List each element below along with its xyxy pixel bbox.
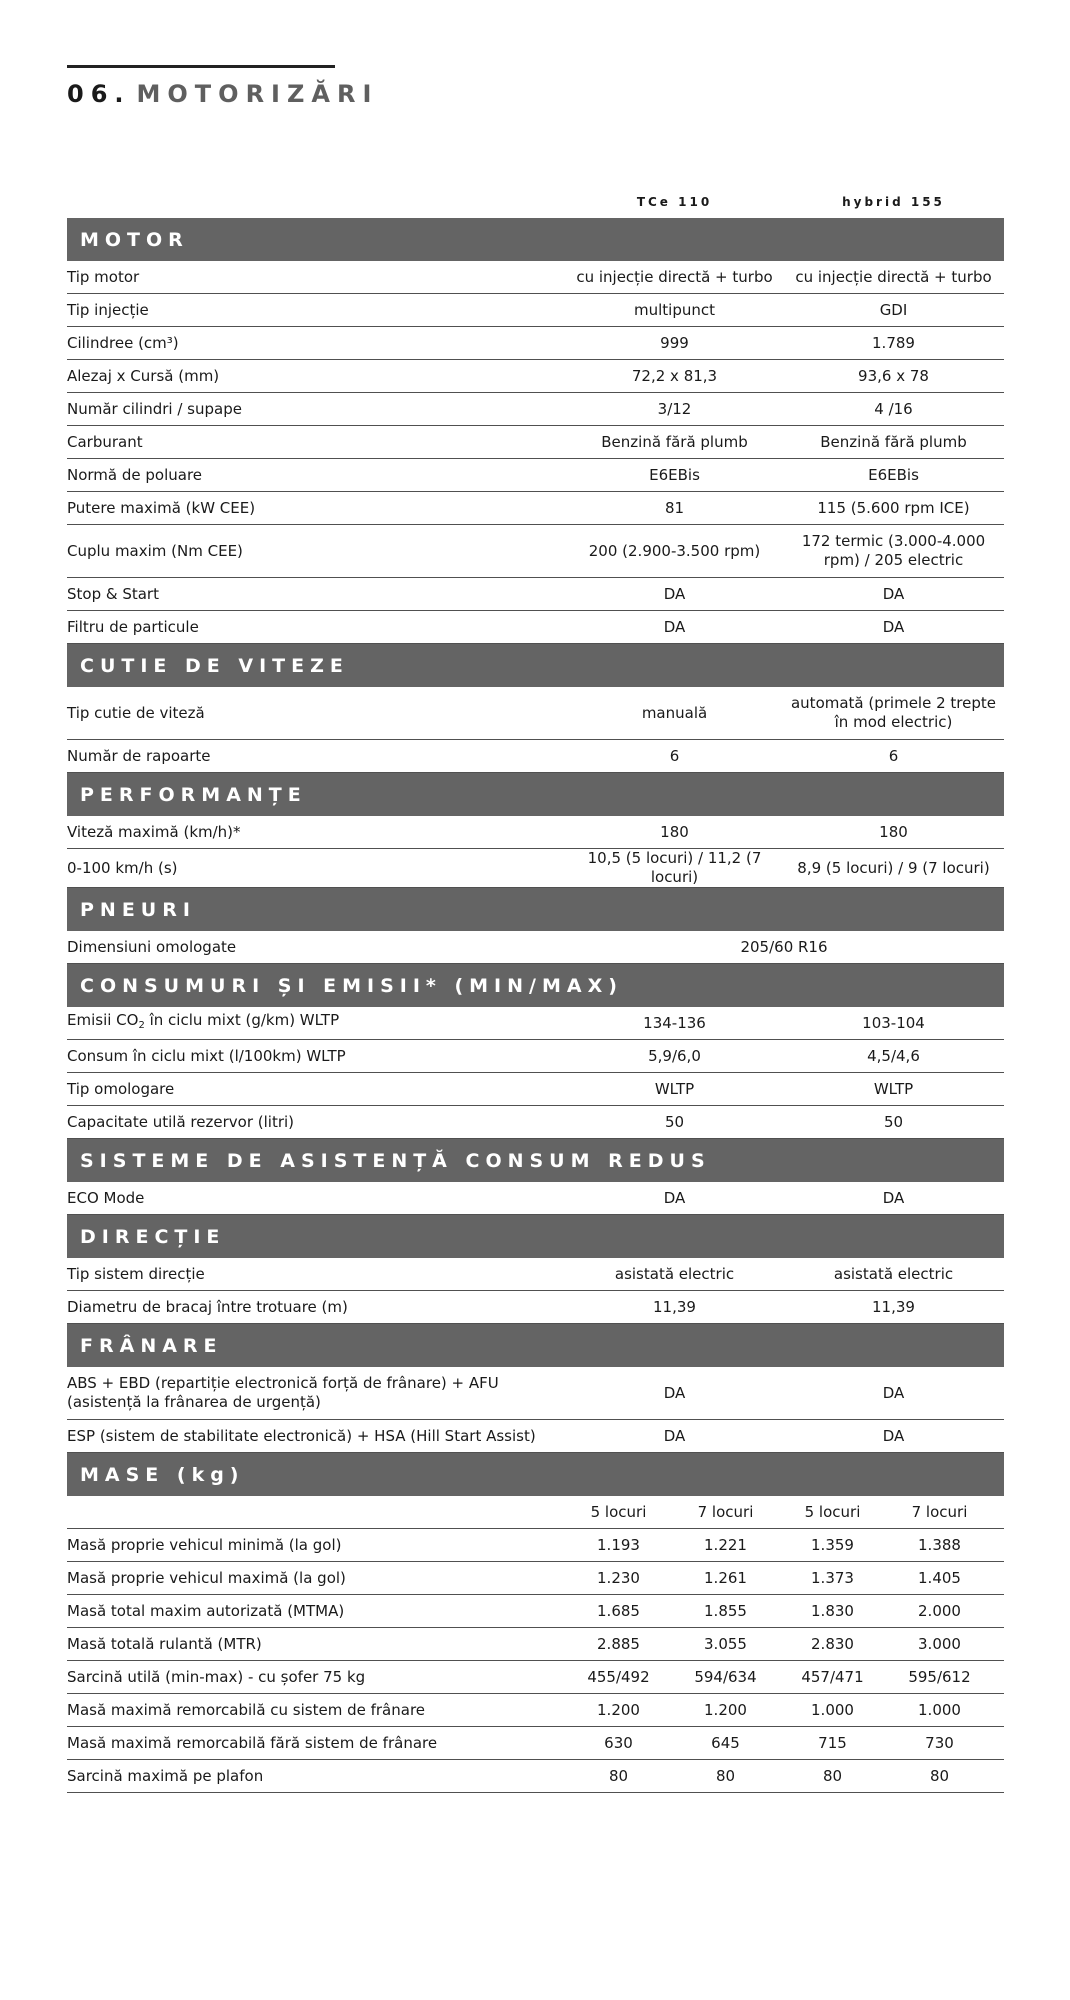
row-label: Cuplu maxim (Nm CEE): [67, 541, 243, 560]
row-value: 1.855: [704, 1601, 747, 1620]
row-value-hybrid155: 4 /16: [874, 399, 913, 418]
row-label: Alezaj x Cursă (mm): [67, 366, 220, 385]
row-value-tce110: asistată electric: [614, 1264, 735, 1283]
table-row: [67, 1291, 1004, 1324]
row-label: Masă total maxim autorizată (MTMA): [67, 1601, 345, 1620]
section-consumption: CONSUMURI ȘI EMISII* (MIN/MAX): [67, 964, 1004, 1007]
row-value: 1.405: [918, 1568, 961, 1587]
section-gearbox: CUTIE DE VITEZE: [67, 644, 1004, 687]
row-value-hybrid155: DA: [882, 1426, 905, 1445]
table-row: [67, 525, 1004, 578]
row-value: 2.885: [597, 1634, 640, 1653]
row-value-hybrid155: automată (primele 2 trepte în mod electric): [790, 694, 996, 731]
row-label: Masă proprie vehicul minimă (la gol): [67, 1535, 342, 1554]
row-value-hybrid155: WLTP: [873, 1079, 914, 1098]
mass-subheader-row: [67, 1496, 1004, 1529]
section-title: MOTORIZĂRI: [136, 80, 379, 108]
table-row: [67, 1595, 1004, 1628]
row-label: Capacitate utilă rezervor (litri): [67, 1112, 295, 1131]
row-value-hybrid155: DA: [882, 1383, 905, 1402]
gearbox-rows: [67, 687, 1004, 773]
row-value: 715: [818, 1733, 847, 1752]
row-value: 3.000: [918, 1634, 961, 1653]
row-value: 80: [715, 1766, 736, 1785]
row-label: Viteză maximă (km/h)*: [67, 822, 241, 841]
row-label: Masă maximă remorcabilă fără sistem de frânare: [67, 1733, 438, 1752]
row-label: Sarcină maximă pe plafon: [67, 1766, 264, 1785]
row-value-tce110: 200 (2.900-3.500 rpm): [588, 541, 761, 560]
assist-rows: [67, 1182, 1004, 1215]
mass-header: 5 locuri: [804, 1502, 861, 1521]
table-row: [67, 327, 1004, 360]
row-label: Filtru de particule: [67, 617, 199, 636]
row-value: 594/634: [694, 1667, 757, 1686]
table-row: [67, 294, 1004, 327]
row-value-hybrid155: 172 termic (3.000-4.000 rpm) / 205 electric: [801, 532, 986, 569]
row-label: Dimensiuni omologate: [67, 937, 237, 956]
row-value-tce110: WLTP: [654, 1079, 695, 1098]
table-row: [67, 1760, 1004, 1793]
table-row: [67, 459, 1004, 492]
section-tyres: PNEURI: [67, 888, 1004, 931]
row-label: Masă proprie vehicul maximă (la gol): [67, 1568, 346, 1587]
mass-header: 5 locuri: [590, 1502, 647, 1521]
row-label: Masă maximă remorcabilă cu sistem de frânare: [67, 1700, 426, 1719]
table-row: [67, 1007, 1004, 1040]
section-number: 06.: [67, 80, 131, 108]
row-label: Consum în ciclu mixt (l/100km) WLTP: [67, 1046, 346, 1065]
page-title: [67, 80, 378, 108]
braking-rows: [67, 1367, 1004, 1453]
row-value-hybrid155: DA: [882, 617, 905, 636]
row-value-hybrid155: Benzină fără plumb: [820, 432, 967, 451]
row-value: 1.230: [597, 1568, 640, 1587]
row-value: 3.055: [704, 1634, 747, 1653]
consumption-rows: [67, 1040, 1004, 1139]
row-value-hybrid155: DA: [882, 584, 905, 603]
row-value-tce110: E6EBis: [649, 465, 700, 484]
table-row: [67, 1529, 1004, 1562]
table-row: [67, 261, 1004, 294]
row-label: Cilindree (cm³): [67, 333, 179, 352]
section-mass: MASE (kg): [67, 1453, 1004, 1496]
row-value-hybrid155: asistată electric: [833, 1264, 954, 1283]
table-row: [67, 492, 1004, 525]
mass-header: 7 locuri: [697, 1502, 754, 1521]
row-value: 1.388: [918, 1535, 961, 1554]
row-value-tce110: Benzină fără plumb: [601, 432, 748, 451]
section-assist: SISTEME DE ASISTENȚĂ CONSUM REDUS: [67, 1139, 1004, 1182]
row-value: 1.200: [597, 1700, 640, 1719]
row-value-hybrid155: 115 (5.600 rpm ICE): [817, 498, 970, 517]
row-value-hybrid155: 1.789: [872, 333, 915, 352]
row-value-hybrid155: 11,39: [872, 1297, 915, 1316]
row-value: 1.200: [704, 1700, 747, 1719]
row-value-hybrid155: 93,6 x 78: [858, 366, 929, 385]
row-value: 455/492: [587, 1667, 650, 1686]
table-row: [67, 393, 1004, 426]
row-value-tce110: DA: [663, 1426, 686, 1445]
row-value-tce110: 180: [660, 822, 689, 841]
row-value-tce110: 10,5 (5 locuri) / 11,2 (7 locuri): [587, 849, 762, 886]
row-label: Putere maximă (kW CEE): [67, 498, 256, 517]
row-label: Stop & Start: [67, 584, 159, 603]
row-value-tce110: 134-136: [643, 1013, 706, 1032]
row-label: ABS + EBD (repartiție electronică forță de frânare) + AFU (asistență la frânarea de urgență): [67, 1374, 499, 1411]
table-row: [67, 740, 1004, 773]
row-value-tce110: 72,2 x 81,3: [631, 366, 718, 385]
spec-table: [67, 186, 1004, 1793]
row-label: 0-100 km/h (s): [67, 858, 178, 877]
table-row: [67, 1562, 1004, 1595]
row-value: 1.359: [811, 1535, 854, 1554]
row-value-tce110: DA: [663, 584, 686, 603]
row-value: 80: [822, 1766, 843, 1785]
row-value: 1.193: [597, 1535, 640, 1554]
row-value-hybrid155: DA: [882, 1188, 905, 1207]
row-value-tce110: 999: [660, 333, 689, 352]
column-header-hybrid155: hybrid 155: [842, 195, 945, 209]
row-value: 1.221: [704, 1535, 747, 1554]
row-value: 80: [608, 1766, 629, 1785]
row-value: 1.685: [597, 1601, 640, 1620]
table-row: [67, 849, 1004, 888]
row-value-tce110: 11,39: [653, 1297, 696, 1316]
table-row: [67, 426, 1004, 459]
table-row: [67, 1367, 1004, 1420]
row-value: 1.261: [704, 1568, 747, 1587]
row-value-tce110: 81: [664, 498, 685, 517]
row-label: Tip injecție: [67, 300, 149, 319]
performance-rows: [67, 816, 1004, 888]
column-headers: [67, 186, 1004, 218]
section-performance: PERFORMANȚE: [67, 773, 1004, 816]
row-value-hybrid155: E6EBis: [868, 465, 919, 484]
row-value-tce110: manuală: [641, 703, 708, 722]
table-row: [67, 687, 1004, 740]
row-label: Carburant: [67, 432, 143, 451]
table-row: [67, 1661, 1004, 1694]
row-value-tce110: cu injecție directă + turbo: [576, 267, 773, 286]
row-value: 80: [929, 1766, 950, 1785]
table-row: [67, 931, 1004, 964]
row-value: 730: [925, 1733, 954, 1752]
row-value-tce110: DA: [663, 617, 686, 636]
row-value-hybrid155: 8,9 (5 locuri) / 9 (7 locuri): [797, 858, 990, 877]
row-value-tce110: 3/12: [657, 399, 692, 418]
section-steering: DIRECȚIE: [67, 1215, 1004, 1258]
row-value: 645: [711, 1733, 740, 1752]
mass-header: 7 locuri: [911, 1502, 968, 1521]
column-header-tce110: TCe 110: [636, 195, 713, 209]
row-label: Tip motor: [67, 267, 140, 286]
row-value: 1.000: [918, 1700, 961, 1719]
row-value: 1.830: [811, 1601, 854, 1620]
row-value-tce110: 6: [669, 746, 680, 765]
row-label: Emisii $CO_2$ în ciclu mixt (g/km) WLTP: [67, 1011, 340, 1031]
row-value-tce110: 50: [664, 1112, 685, 1131]
row-value-hybrid155: 50: [883, 1112, 904, 1131]
row-value: 1.373: [811, 1568, 854, 1587]
section-braking: FRÂNARE: [67, 1324, 1004, 1367]
row-label: ESP (sistem de stabilitate electronică) + HSA (Hill Start Assist): [67, 1426, 536, 1445]
row-label: Diametru de bracaj între trotuare (m): [67, 1297, 348, 1316]
table-row: [67, 1182, 1004, 1215]
table-row: [67, 816, 1004, 849]
row-label: ECO Mode: [67, 1188, 145, 1207]
row-value: 595/612: [908, 1667, 971, 1686]
table-row: [67, 1628, 1004, 1661]
row-value-tce110: DA: [663, 1188, 686, 1207]
steering-rows: [67, 1258, 1004, 1324]
row-label: Tip cutie de viteză: [67, 703, 205, 722]
row-label: Masă totală rulantă (MTR): [67, 1634, 262, 1653]
row-value-hybrid155: 4,5/4,6: [867, 1046, 920, 1065]
row-value-hybrid155: 103-104: [862, 1013, 925, 1032]
row-label: Tip sistem direcție: [67, 1264, 205, 1283]
row-label: Tip omologare: [67, 1079, 175, 1098]
row-value: 457/471: [801, 1667, 864, 1686]
table-row: [67, 1727, 1004, 1760]
table-row: [67, 1040, 1004, 1073]
mass-rows: [67, 1529, 1004, 1793]
table-row: [67, 1106, 1004, 1139]
row-label: Sarcină utilă (min-max) - cu șofer 75 kg: [67, 1667, 366, 1686]
row-label: Normă de poluare: [67, 465, 203, 484]
table-row: [67, 1258, 1004, 1291]
row-value: 1.000: [811, 1700, 854, 1719]
section-motor: MOTOR: [67, 218, 1004, 261]
table-row: [67, 611, 1004, 644]
row-value: 630: [604, 1733, 633, 1752]
row-value-hybrid155: 180: [879, 822, 908, 841]
row-value-hybrid155: 6: [888, 746, 899, 765]
row-value: 2.830: [811, 1634, 854, 1653]
row-label: Număr de rapoarte: [67, 746, 211, 765]
table-row: [67, 1420, 1004, 1453]
row-label: Număr cilindri / supape: [67, 399, 242, 418]
row-value: 2.000: [918, 1601, 961, 1620]
motor-rows: [67, 261, 1004, 644]
table-row: [67, 360, 1004, 393]
title-rule: [67, 65, 335, 68]
table-row: [67, 1694, 1004, 1727]
row-value-hybrid155: GDI: [879, 300, 908, 319]
row-value-tce110: DA: [663, 1383, 686, 1402]
row-value-tce110: multipunct: [634, 300, 715, 319]
row-value-tce110: 5,9/6,0: [648, 1046, 701, 1065]
table-row: [67, 1073, 1004, 1106]
row-value-hybrid155: cu injecție directă + turbo: [795, 267, 992, 286]
table-row: [67, 578, 1004, 611]
row-value: 205/60 R16: [740, 937, 828, 956]
